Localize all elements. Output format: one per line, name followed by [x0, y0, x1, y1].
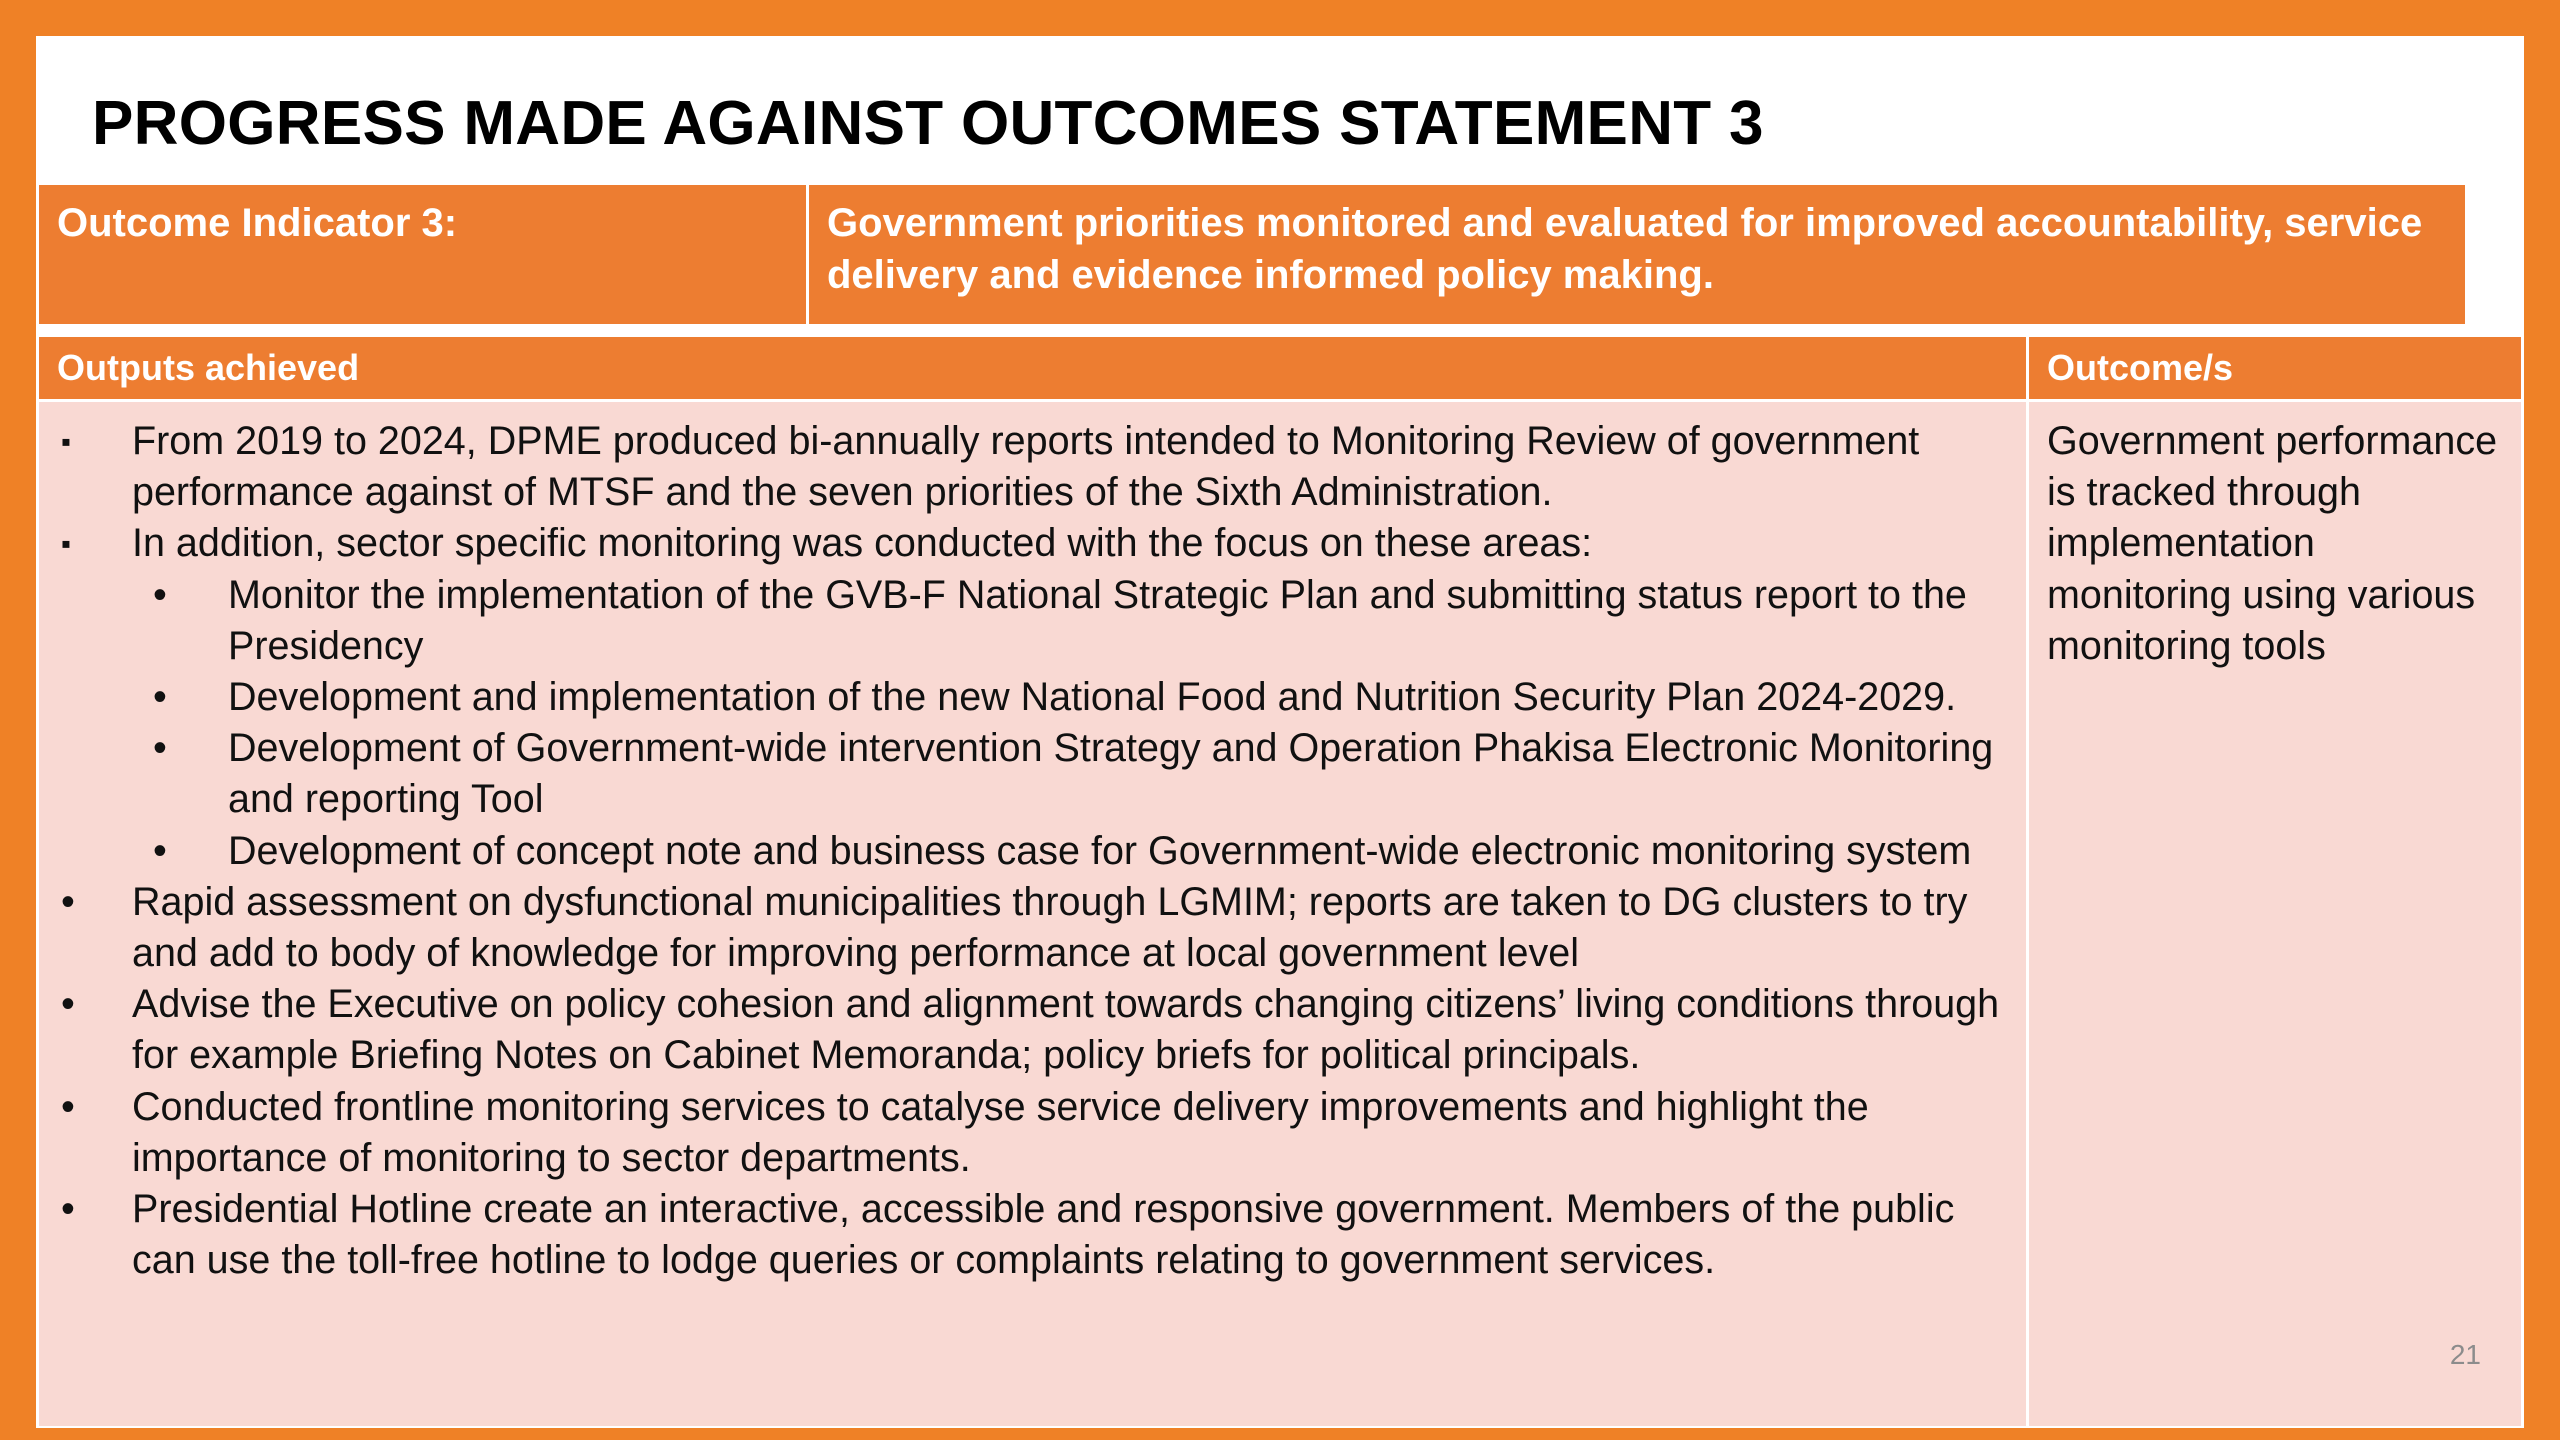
output-item-text: Rapid assessment on dysfunctional municipalities through LGMIM; reports are taken to DG clusters to try and add to body of knowledge for improving performance at local government level — [132, 879, 1968, 976]
outputs-outcomes-table — [36, 334, 2524, 1428]
outputs-achieved-header: Outputs achieved — [39, 337, 2029, 399]
round-bullet-icon: • — [153, 726, 167, 771]
output-item-text: In addition, sector specific monitoring was conducted with the focus on these areas: — [132, 521, 1593, 566]
outcome-text: Government performance is tracked through implementation monitoring using various monitoring tools — [2047, 419, 2498, 668]
output-subitem — [57, 672, 2008, 723]
table-header-row — [39, 337, 2521, 402]
round-bullet-icon: • — [61, 1084, 75, 1129]
output-item-text: Conducted frontline monitoring services to catalyse service delivery improvements and highlight the importance of monitoring to sector departments. — [132, 1084, 1869, 1180]
output-subitem — [57, 826, 2008, 877]
outcomes-header: Outcome/s — [2029, 337, 2521, 399]
output-item — [57, 518, 2008, 569]
output-subitem — [57, 723, 2008, 825]
output-item — [57, 1184, 2008, 1286]
output-item — [57, 979, 2008, 1081]
output-subitem — [57, 570, 2008, 672]
page-number: 21 — [2449, 1338, 2481, 1370]
round-bullet-icon: • — [61, 879, 75, 924]
slide — [36, 36, 2524, 1396]
slide-title: PROGRESS MADE AGAINST OUTCOMES STATEMENT 3 — [92, 89, 1764, 158]
output-subitem-text: Development and implementation of the new National Food and Nutrition Security Plan 2024-2029. — [228, 675, 1957, 720]
round-bullet-icon: • — [61, 1187, 75, 1232]
output-subitem-text: Development of Government-wide intervention Strategy and Operation Phakisa Electronic Monitoring and reporting Tool — [228, 726, 1994, 822]
outcome-indicator-value: Government priorities monitored and evaluated for improved accountability, service delivery and evidence informed policy making. — [809, 185, 2465, 324]
output-item-text: Presidential Hotline create an interactive, accessible and responsive government. Members of the public can use the toll-free hotline to lodge queries or complaints relating to government services. — [132, 1187, 1955, 1283]
output-subitem-text: Monitor the implementation of the GVB-F National Strategic Plan and submitting status report to the Presidency — [228, 572, 1967, 668]
round-bullet-icon: • — [153, 675, 167, 720]
output-item-text: Advise the Executive on policy cohesion and alignment towards changing citizens’ living conditions through for example Briefing Notes on Cabinet Memoranda; policy briefs for political principals. — [132, 982, 2000, 1078]
outputs-list — [39, 402, 2029, 1426]
output-subitem-text: Development of concept note and business case for Government-wide electronic monitoring system — [228, 828, 1972, 873]
round-bullet-icon: • — [61, 982, 75, 1027]
square-bullet-icon: ▪ — [61, 528, 71, 560]
output-item-text: From 2019 to 2024, DPME produced bi-annually reports intended to Monitoring Review of government performance against of MTSF and the seven priorities of the Sixth Administration. — [132, 419, 1920, 515]
outcome-indicator-label: Outcome Indicator 3: — [39, 185, 809, 324]
outcome-indicator-table — [36, 182, 2468, 327]
output-item — [57, 416, 2008, 518]
output-item — [57, 1082, 2008, 1184]
table-body-row — [39, 402, 2521, 1426]
round-bullet-icon: • — [153, 828, 167, 873]
outcome-cell — [2029, 402, 2521, 1426]
output-item — [57, 877, 2008, 979]
round-bullet-icon: • — [153, 572, 167, 617]
square-bullet-icon: ▪ — [61, 426, 71, 457]
